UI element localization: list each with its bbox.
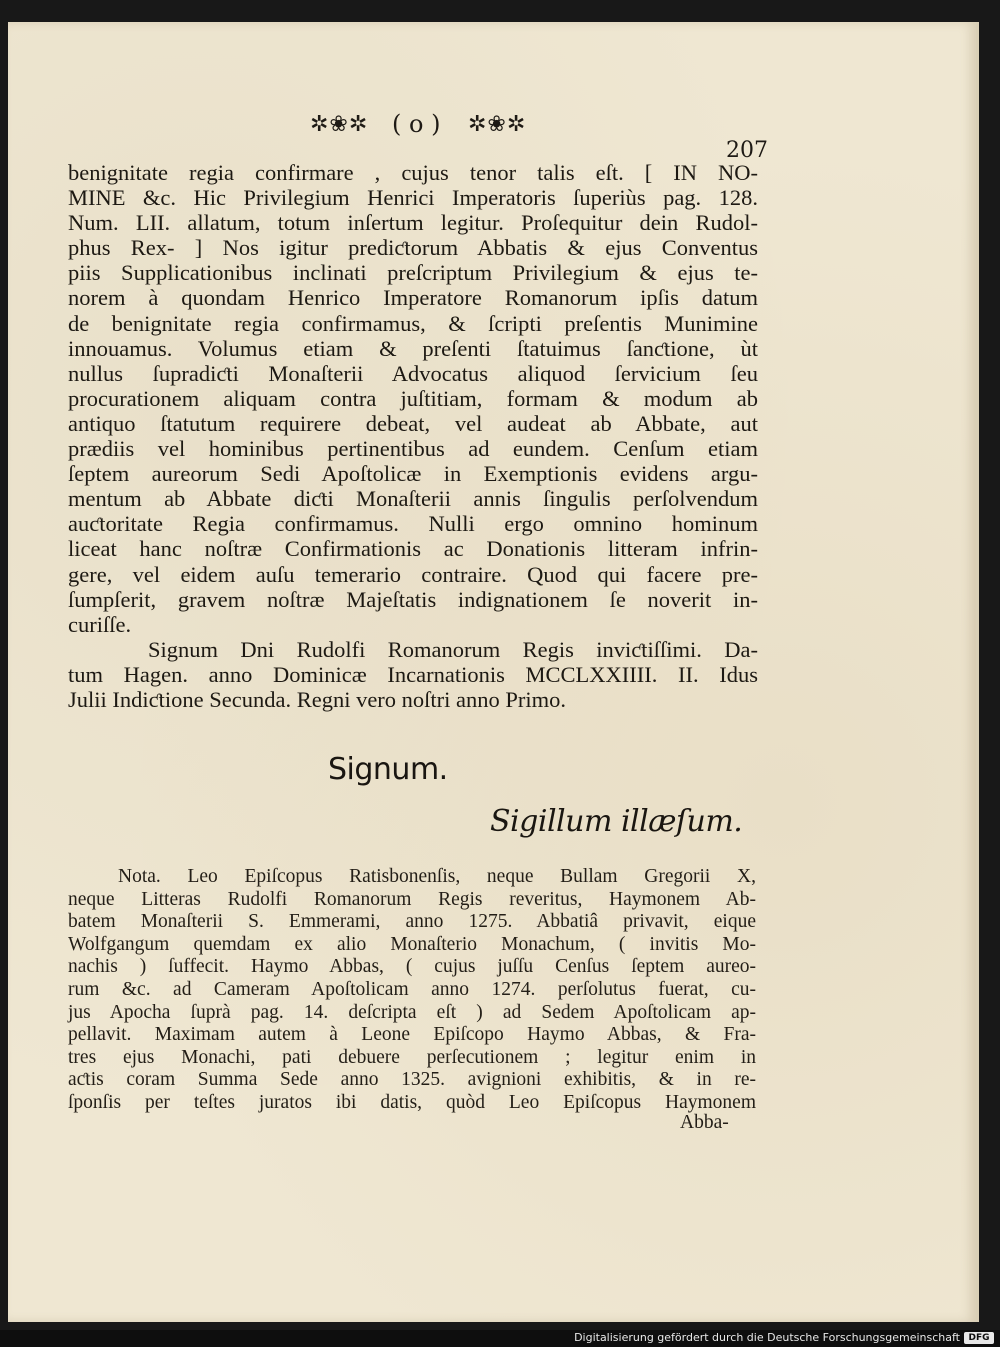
catchword: Abba- [680, 1112, 729, 1133]
note-line: tres ejus Monachi, pati debuere perſecutionem ; legitur enim in [68, 1046, 756, 1068]
ornament-left: ✲❀✲ [310, 112, 369, 137]
text-line: piis Supplicationibus inclinati preſcriptum Privilegium & ejus te- [68, 260, 758, 286]
text-line: innouamus. Volumus etiam & preſenti ſtatuimus ſanƈtione, ùt [68, 335, 758, 361]
note-line: Wolfgangum quemdam ex alio Monaſterio Monachum, ( invitis Mo- [68, 933, 756, 955]
text-line: curiſſe. [68, 611, 132, 637]
text-line: gere, vel eidem auſu temerario contraire. Quod qui facere pre- [68, 561, 758, 587]
text-line: norem à quondam Henrico Imperatore Romanorum ipſis datum [68, 285, 758, 311]
note-line: Nota. Leo Epiſcopus Ratisbonenſis, neque Bullam Gregorii X, [118, 866, 756, 887]
signum-text-line: Signum Dni Rudolfi Romanorum Regis inviƈtiſſimi. Da- [148, 636, 758, 662]
text-line: Num. LII. allatum, totum inſertum legitur. Proſequitur dein Rudol- [68, 210, 758, 236]
text-line: ſeptem aureorum Sedi Apoſtolicæ in Exemptionis evidens argu- [68, 461, 758, 487]
main-text [68, 160, 758, 712]
text-line: mentum ab Abbate diƈti Monaſterii annis ſingulis perſolvendum [68, 486, 758, 512]
text-line: procurationem aliquam contra juſtitiam, formam & modum ab [68, 385, 758, 411]
note-line: jus Apocha ſuprà pag. 14. deſcripta eſt ) ad Sedem Apoſtolicam ap- [68, 1001, 756, 1023]
note-line: pellavit. Maximam autem à Leone Epiſcopo Haymo Abbas, & Fra- [68, 1024, 756, 1046]
folio-mark: ( o ) [392, 110, 441, 138]
signum-text-line: Julii Indiƈtione Secunda. Regni vero noſtri anno Primo. [68, 686, 567, 712]
note-line: nachis ) ſuffecit. Haymo Abbas, ( cujus juſſu Cenſus ſeptem aureo- [68, 956, 756, 978]
running-head [300, 108, 768, 163]
note-line: ſponſis per teſtes juratos ibi datis, quòd Leo Epiſcopus Haymonem [68, 1091, 756, 1113]
signum-heading: Signum. [328, 752, 448, 787]
nota-paragraph [68, 866, 756, 1115]
text-line: ſumpſerit, gravem noſtræ Majeſtatis indignationem ſe noverit in- [68, 586, 758, 612]
text-line: liceat hanc noſtræ Confirmationis ac Donationis litteram infrin- [68, 536, 758, 562]
text-line: nullus ſupradiƈti Monaſterii Advocatus aliquod ſervicium ſeu [68, 360, 758, 386]
text-line: auƈtoritate Regia confirmamus. Nulli ergo omnino hominum [68, 511, 758, 537]
footer-bar [0, 1330, 1000, 1347]
note-line: batem Monaſterii S. Emmerami, anno 1275. Abbatiâ privavit, eique [68, 911, 756, 933]
dfg-logo: DFG [964, 1332, 994, 1344]
note-line: neque Litteras Rudolfi Romanorum Regis reveritus, Haymonem Ab- [68, 888, 756, 910]
note-line: aƈtis coram Summa Sede anno 1325. avignioni exhibitis, & in re- [68, 1069, 756, 1091]
funding-credit: Digitalisierung gefördert durch die Deutsche Forschungsgemeinschaft [574, 1331, 960, 1344]
text-line: benignitate regia confirmare , cujus tenor talis eſt. [ IN NO- [68, 160, 758, 185]
text-line: antiquo ſtatutum requirere debeat, vel audeat ab Abbate, aut [68, 410, 758, 436]
note-line: rum &c. ad Cameram Apoſtolicam anno 1274. perſolutus fuerat, cu- [68, 978, 756, 1000]
page-number: 207 [726, 138, 768, 163]
text-line: phus Rex- ] Nos igitur prediƈtorum Abbatis & ejus Conventus [68, 235, 758, 261]
ornament-right: ✲❀✲ [468, 112, 527, 137]
signum-text-line: tum Hagen. anno Dominicæ Incarnationis MCCLXXIIII. II. Idus [68, 661, 758, 687]
text-line: prædiis vel hominibus pertinentibus ad eundem. Cenſum etiam [68, 436, 758, 462]
text-line: MINE &c. Hic Privilegium Henrici Imperatoris ſuperiùs pag. 128. [68, 185, 758, 211]
text-line: de benignitate regia confirmamus, & ſcripti preſentis Munimine [68, 310, 758, 336]
sigillum-heading: Sigillum illæſum. [490, 804, 743, 839]
